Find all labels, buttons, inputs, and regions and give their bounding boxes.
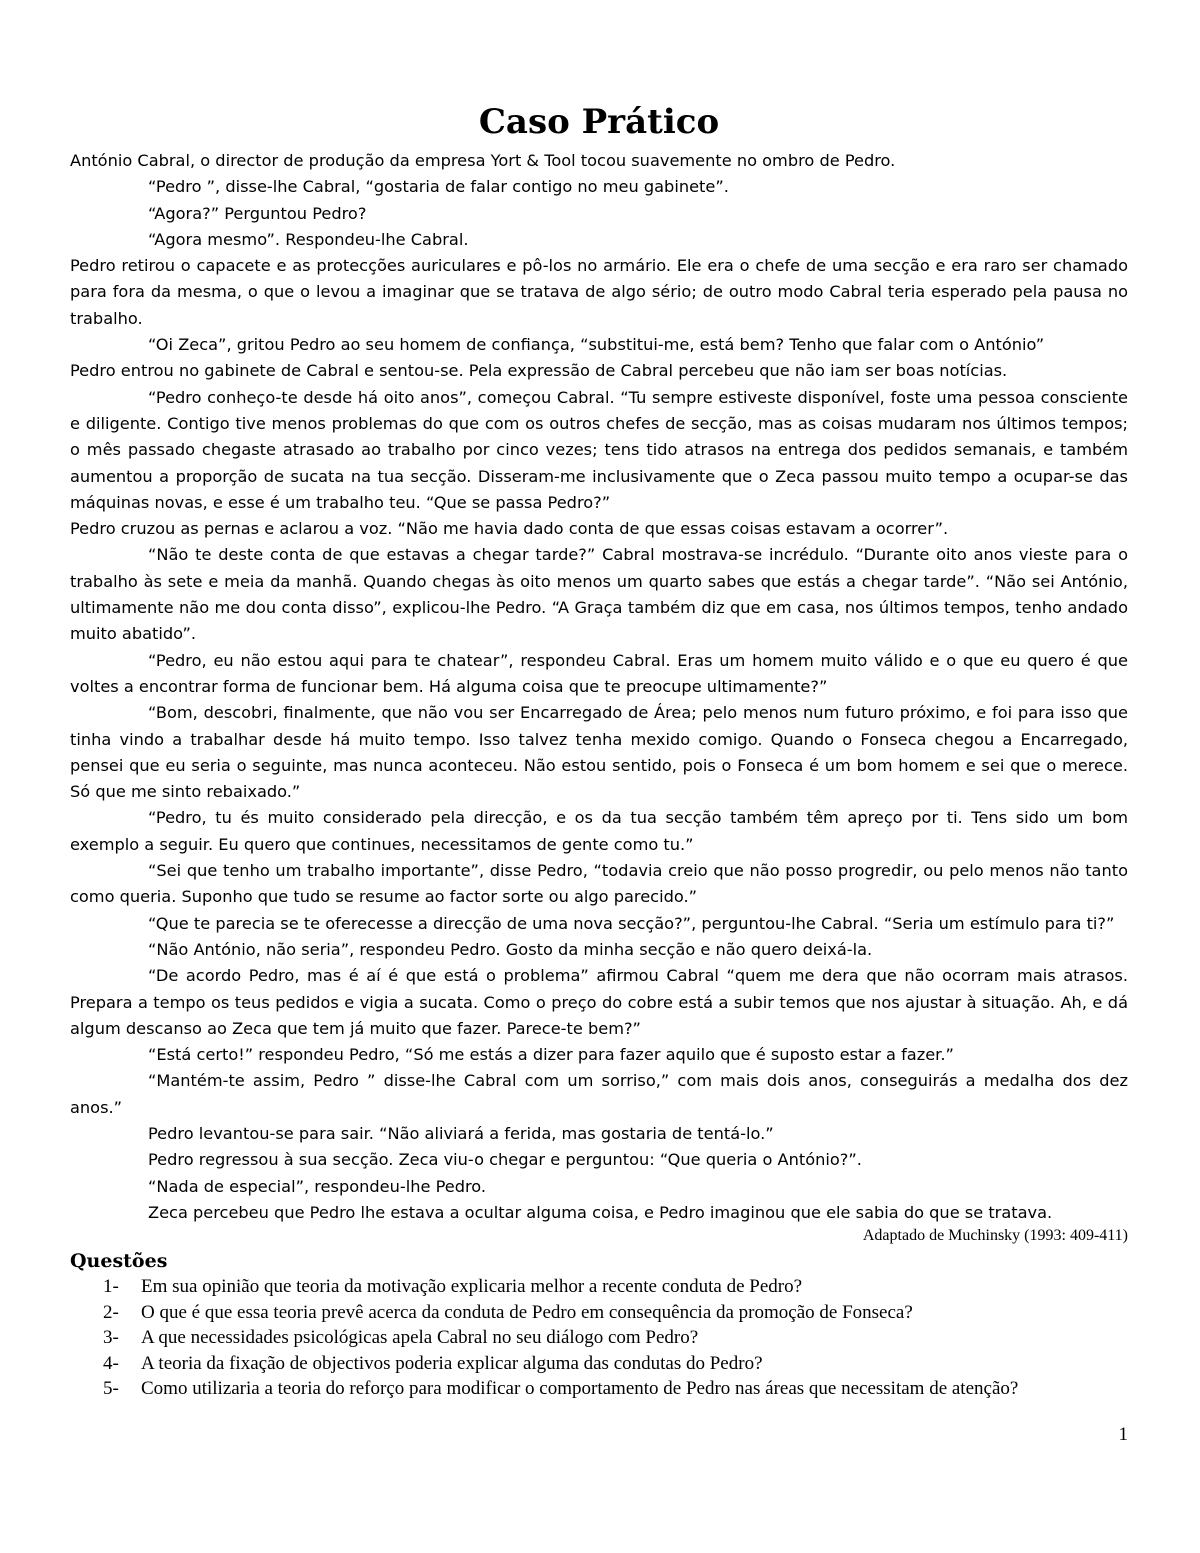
question-text: A que necessidades psicológicas apela Cabral no seu diálogo com Pedro? — [141, 1327, 699, 1349]
question-text: O que é que essa teoria prevê acerca da conduta de Pedro em consequência da promoção de Fonseca? — [141, 1301, 913, 1323]
body-paragraph: “Pedro ”, disse-lhe Cabral, “gostaria de falar contigo no meu gabinete”. — [148, 177, 729, 197]
document-page — [70, 100, 1128, 1402]
question-number: 3- — [103, 1327, 119, 1349]
source-citation: Adaptado de Muchinsky (1993: 409-411) — [862, 1227, 1128, 1245]
body-paragraph: Pedro cruzou as pernas e aclarou a voz. “Não me havia dado conta de que essas coisas estavam a ocorrer”. — [70, 519, 949, 539]
question-text: Em sua opinião que teoria da motivação explicaria melhor a recente conduta de Pedro? — [141, 1276, 803, 1298]
body-paragraph: “Não António, não seria”, respondeu Pedro. Gosto da minha secção e não quero deixá-la. — [148, 939, 873, 959]
body-paragraph: “Oi Zeca”, gritou Pedro ao seu homem de confiança, “substitui-me, está bem? Tenho que falar com o António” — [148, 335, 1045, 355]
body-paragraph: “Agora mesmo”. Respondeu-lhe Cabral. — [148, 229, 469, 249]
question-number: 4- — [103, 1352, 119, 1374]
question-number: 2- — [103, 1301, 119, 1323]
page-number: 1 — [1118, 1424, 1128, 1445]
body-paragraph: “Pedro conheço-te desde há oito anos”, começou Cabral. “Tu sempre estiveste disponível, foste uma pessoa consciente e diligente. Contigo tive menos problemas do que com os outros chefes de secção, mas as coisas mudaram nos últimos tempos; o mês passado chegaste atrasado ao trabalho por cinco vezes; tens tido atrasos na entrega dos pedidos semanais, e também aumentou a proporção de sucata na tua secção. Disseram-me inclusivamente que o Zeca passou muito tempo a ocupar-se das máquinas novas, e esse é um trabalho teu. “Que se passa Pedro?” — [70, 387, 1128, 512]
body-paragraph: “Pedro, eu não estou aqui para te chatear”, respondeu Cabral. Eras um homem muito válido e o que eu quero é que voltes a encontrar forma de funcionar bem. Há alguma coisa que te preocupe ultimamente?” — [70, 650, 1128, 696]
question-number: 5- — [103, 1378, 119, 1400]
body-paragraph: “Pedro, tu és muito considerado pela direcção, e os da tua secção também têm apreço por ti. Tens sido um bom exemplo a seguir. Eu quero que continues, necessitamos de gente como tu.” — [70, 808, 1128, 854]
body-paragraph: Pedro entrou no gabinete de Cabral e sentou-se. Pela expressão de Cabral percebeu que não iam ser boas notícias. — [70, 361, 1008, 381]
body-paragraph: “Bom, descobri, finalmente, que não vou ser Encarregado de Área; pelo menos num futuro próximo, e foi para isso que tinha vindo a trabalhar desde há muito tempo. Isso talvez tenha mexido comigo. Quando o Fonseca chegou a Encarregado, pensei que eu seria o seguinte, mas nunca aconteceu. Não estou sentido, pois o Fonseca é um bom homem e sei que o merece. Só que me sinto rebaixado.” — [70, 703, 1128, 802]
body-paragraph: Zeca percebeu que Pedro lhe estava a ocultar alguma coisa, e Pedro imaginou que ele sabia do que se tratava. — [148, 1202, 1053, 1222]
body-paragraph: “Sei que tenho um trabalho importante”, disse Pedro, “todavia creio que não posso progredir, ou pelo menos não tanto como queria. Suponho que tudo se resume ao factor sorte ou algo parecido.” — [70, 861, 1128, 907]
question-item — [70, 1325, 1128, 1351]
page-title: Caso Prático — [478, 102, 720, 142]
questions-list — [70, 1274, 1128, 1402]
question-item — [70, 1351, 1128, 1377]
body-paragraph: “Nada de especial”, respondeu-lhe Pedro. — [148, 1176, 487, 1196]
questions-heading: Questões — [70, 1250, 168, 1273]
body-paragraph: “De acordo Pedro, mas é aí é que está o problema” afirmou Cabral “quem me dera que não ocorram mais atrasos. Prepara a tempo os teus pedidos e vigia a sucata. Como o preço do cobre está a subir temos que nos ajustar à situação. Ah, e dá algum descanso ao Zeca que tem já muito que fazer. Parece-te bem?” — [70, 966, 1128, 1038]
body-paragraph: “Que te parecia se te oferecesse a direcção de uma nova secção?”, perguntou-lhe Cabral. “Seria um estímulo para ti?” — [148, 913, 1115, 933]
body-paragraph: “Está certo!” respondeu Pedro, “Só me estás a dizer para fazer aquilo que é suposto estar a fazer.” — [148, 1045, 954, 1065]
question-text: Como utilizaria a teoria do reforço para modificar o comportamento de Pedro nas áreas que necessitam de atenção? — [141, 1378, 1019, 1400]
question-item — [70, 1300, 1128, 1326]
question-item — [70, 1376, 1128, 1402]
question-text: A teoria da fixação de objectivos poderia explicar alguma das condutas do Pedro? — [141, 1352, 763, 1374]
question-number: 1- — [103, 1276, 119, 1298]
body-paragraph: Pedro regressou à sua secção. Zeca viu-o chegar e perguntou: “Que queria o António?”. — [148, 1150, 862, 1170]
body-paragraph: “Agora?” Perguntou Pedro? — [148, 203, 367, 223]
body-paragraph: “Não te deste conta de que estavas a chegar tarde?” Cabral mostrava-se incrédulo. “Durante oito anos vieste para o trabalho às sete e meia da manhã. Quando chegas às oito menos um quarto sabes que estás a chegar tarde”. “Não sei António, ultimamente não me dou conta disso”, explicou-lhe Pedro. “A Graça também diz que em casa, nos últimos tempos, tenho andado muito abatido”. — [70, 545, 1128, 644]
body-paragraph: António Cabral, o director de produção da empresa Yort & Tool tocou suavemente no ombro de Pedro. — [70, 151, 896, 170]
body-paragraph: Pedro retirou o capacete e as protecções auriculares e pô-los no armário. Ele era o chefe de uma secção e era raro ser chamado para fora da mesma, o que o levou a imaginar que se tratava de algo sério; de outro modo Cabral teria esperado pela pausa no trabalho. — [70, 256, 1128, 328]
question-item — [70, 1274, 1128, 1300]
case-body — [70, 148, 1128, 1226]
body-paragraph: “Mantém-te assim, Pedro ” disse-lhe Cabral com um sorriso,” com mais dois anos, conseguirás a medalha dos dez anos.” — [70, 1071, 1128, 1117]
body-paragraph: Pedro levantou-se para sair. “Não aliviará a ferida, mas gostaria de tentá-lo.” — [148, 1123, 774, 1143]
